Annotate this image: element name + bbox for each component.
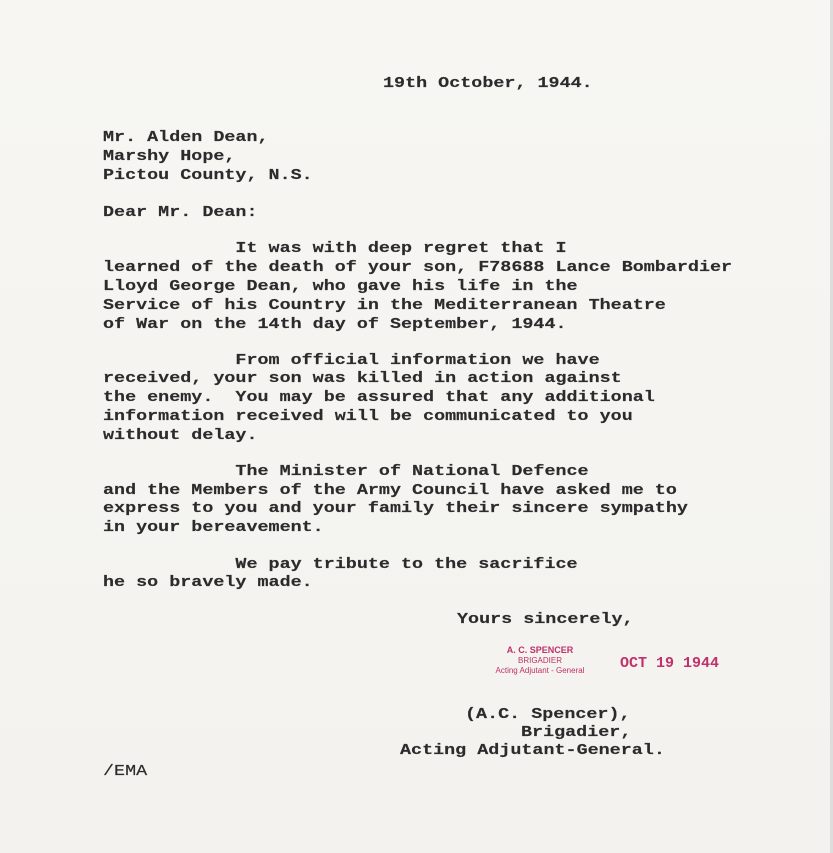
body-line: in your bereavement. xyxy=(103,519,324,536)
body-line: of War on the 14th day of September, 1944. xyxy=(103,316,567,333)
signature-name: (A.C. Spencer), xyxy=(465,706,631,723)
stamp-title: Acting Adjutant - General xyxy=(495,666,585,675)
signature-title: Acting Adjutant-General. xyxy=(400,742,665,759)
closing: Yours sincerely, xyxy=(457,611,634,628)
typist-initials: /EMA xyxy=(103,763,148,780)
address-line: Pictou County, N.S. xyxy=(103,167,313,184)
stamp-rank: BRIGADIER xyxy=(517,656,562,665)
body-line: It was with deep regret that I xyxy=(103,240,567,257)
body-line: the enemy. You may be assured that any additional xyxy=(103,389,655,406)
address-line: Mr. Alden Dean, xyxy=(103,129,269,146)
body-line: express to you and your family their sincere sympathy xyxy=(103,500,688,517)
body-line: without delay. xyxy=(103,427,258,444)
body-line: received, your son was killed in action against xyxy=(103,370,622,387)
body-line: We pay tribute to the sacrifice xyxy=(103,556,578,573)
signature-stamp xyxy=(470,646,610,675)
signature-rank: Brigadier, xyxy=(521,724,632,741)
body-line: The Minister of National Defence xyxy=(103,463,589,480)
body-line: information received will be communicated to you xyxy=(103,408,633,425)
body-line: learned of the death of your son, F78688 Lance Bombardier xyxy=(103,259,733,276)
body-line: Lloyd George Dean, who gave his life in the xyxy=(103,278,578,295)
body-line: From official information we have xyxy=(103,352,600,369)
body-line: he so bravely made. xyxy=(103,574,313,591)
body-line: and the Members of the Army Council have asked me to xyxy=(103,482,677,499)
address-line: Marshy Hope, xyxy=(103,148,236,165)
body-line: Service of his Country in the Mediterranean Theatre xyxy=(103,297,666,314)
letter-date: 19th October, 1944. xyxy=(383,75,593,92)
date-stamp: OCT 19 1944 xyxy=(620,655,720,672)
salutation: Dear Mr. Dean: xyxy=(103,204,258,221)
stamp-name: A. C. SPENCER xyxy=(506,645,574,655)
